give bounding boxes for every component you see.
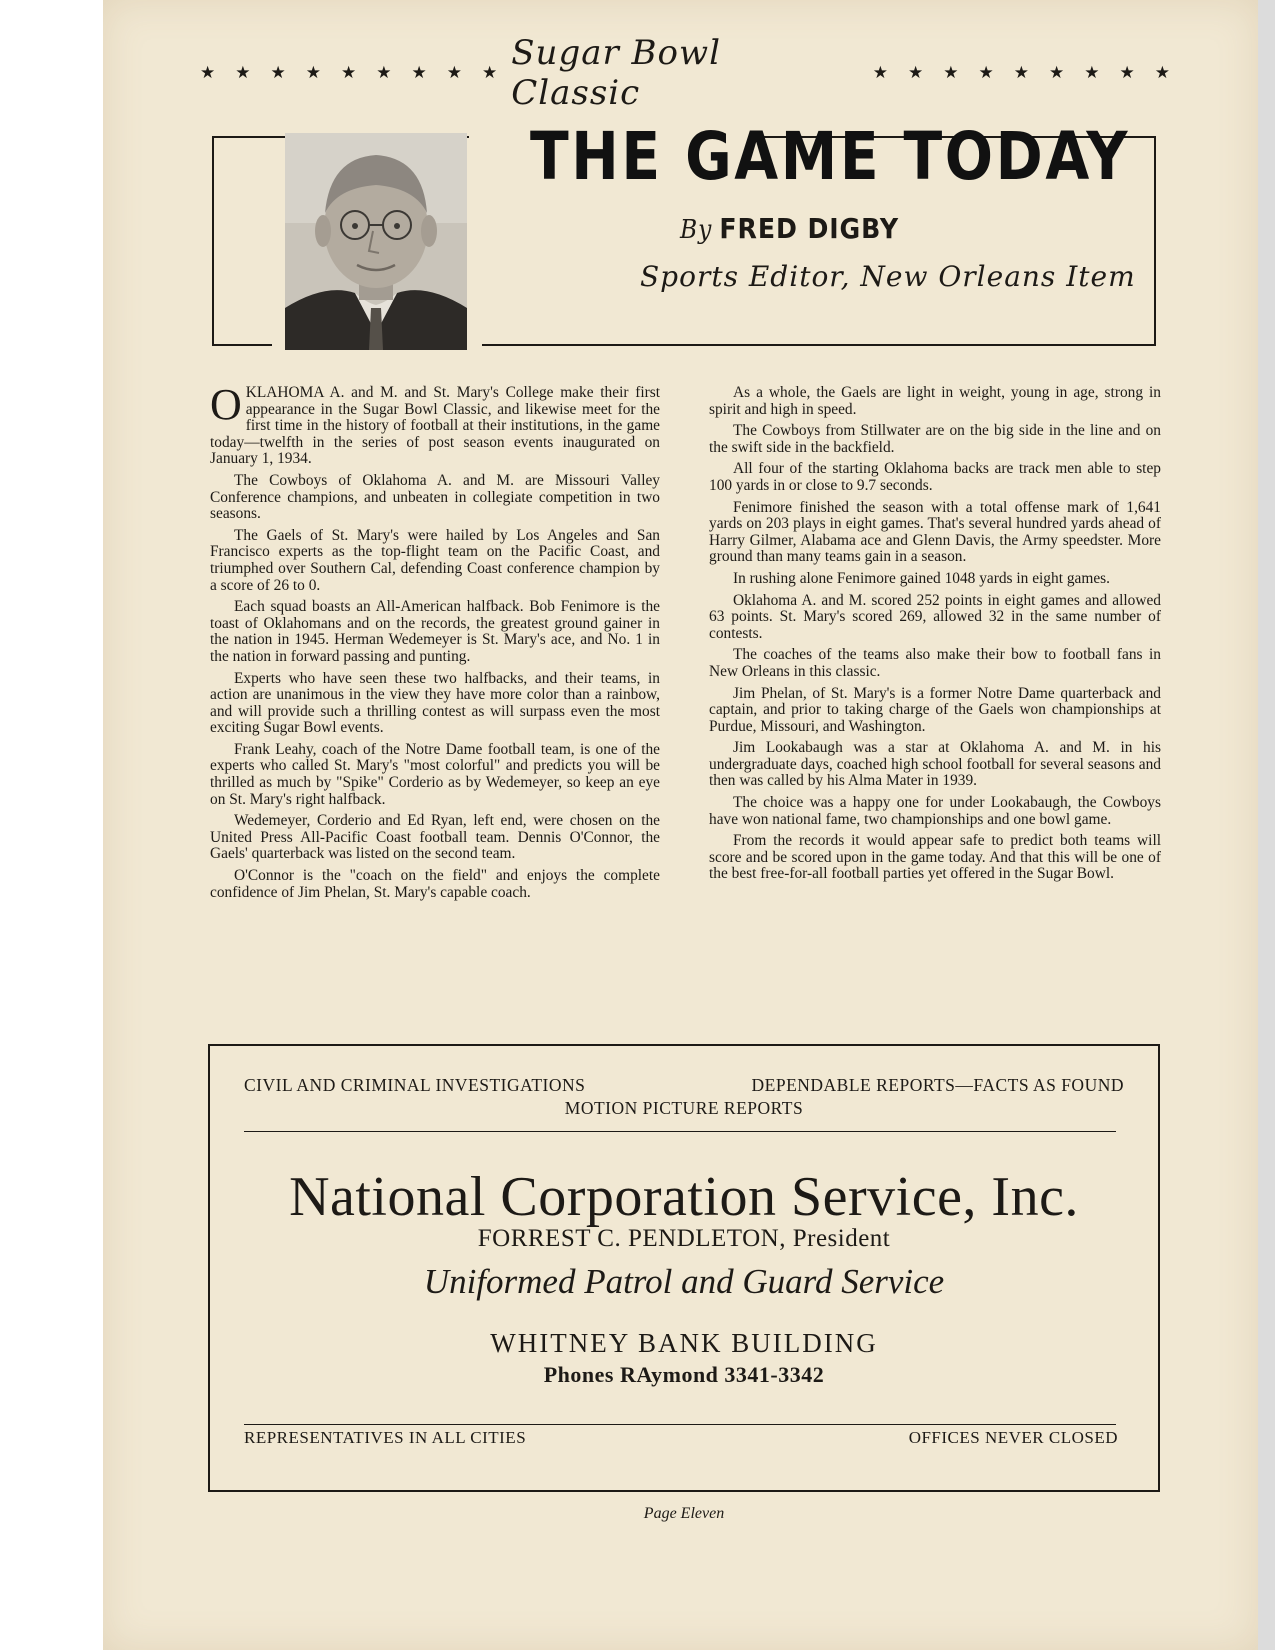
article-paragraph: In rushing alone Fenimore gained 1048 yards in eight games. bbox=[733, 569, 1110, 587]
star-icon: ★ bbox=[1049, 63, 1065, 82]
article-paragraph: From the records it would appear safe to predict both teams will score and be scored upon in the game today. And that this will be one of the best free-for-all football parties yet offered in the Sugar Bowl. bbox=[709, 832, 1161, 883]
star-icon: ★ bbox=[482, 63, 498, 82]
star-icon: ★ bbox=[978, 63, 994, 82]
stars-left bbox=[200, 63, 497, 83]
article-paragraph: The coaches of the teams also make their bow to football fans in New Orleans in this classic. bbox=[709, 646, 1161, 680]
star-icon: ★ bbox=[943, 63, 959, 82]
article-right-column bbox=[709, 385, 1161, 888]
article-paragraph: Wedemeyer, Corderio and Ed Ryan, left end, were chosen on the United Press All-Pacific Coast football team. Dennis O'Connor, the Gaels' quarterback was listed on the second team. bbox=[210, 812, 660, 863]
star-icon: ★ bbox=[411, 63, 427, 82]
star-icon: ★ bbox=[305, 63, 321, 82]
star-icon: ★ bbox=[200, 63, 216, 82]
star-icon: ★ bbox=[1013, 63, 1029, 82]
article-paragraph: Oklahoma A. and M. scored 252 points in eight games and allowed 63 points. St. Mary's scored 269, allowed 32 in the same number of contests. bbox=[709, 591, 1161, 642]
star-icon: ★ bbox=[872, 63, 888, 82]
article-paragraph: O'Connor is the "coach on the field" and enjoys the complete confidence of Jim Phelan, St. Mary's capable coach. bbox=[210, 867, 660, 901]
star-icon: ★ bbox=[270, 63, 286, 82]
article-paragraph: Frank Leahy, coach of the Notre Dame football team, is one of the experts who called St. Mary's "most colorful" and predicts you will be thrilled as much by "Spike" Corderio as by Wedemeyer, so keep an eye on St. Mary's right halfback. bbox=[210, 740, 660, 808]
ad-service: Uniformed Patrol and Guard Service bbox=[423, 1262, 945, 1301]
article-paragraph: The Gaels of St. Mary's were hailed by Los Angeles and San Francisco experts as the top-flight team on the Pacific Coast, and triumphed over Southern Cal, defending Coast conference champion by a score of 26 to 0. bbox=[210, 526, 660, 594]
byline-by: By bbox=[680, 215, 713, 245]
article-paragraph: Jim Phelan, of St. Mary's is a former Notre Dame quarterback and captain, and prior to taking charge of the Gaels won championships at Purdue, Missouri, and Washington. bbox=[709, 684, 1161, 735]
stars-right bbox=[873, 63, 1170, 83]
ad-company-name: National Corporation Service, Inc. bbox=[289, 1166, 1079, 1228]
author-portrait-image bbox=[285, 133, 467, 350]
paragraph-text: KLAHOMA A. and M. and St. Mary's College make their first appearance in the Sugar Bowl Classic, and likewise meet for the first time in the history of football at their institutions, in the game today—twelfth in the series of post season events inaugurated on January 1, 1934. bbox=[210, 384, 660, 468]
article-paragraph: All four of the starting Oklahoma backs are track men able to step 100 yards in or close to 9.7 seconds. bbox=[709, 460, 1161, 494]
star-icon: ★ bbox=[1154, 63, 1170, 82]
article-paragraph bbox=[210, 380, 660, 468]
ad-president: FORREST C. PENDLETON, President bbox=[477, 1225, 891, 1252]
article-paragraph: The choice was a happy one for under Lookabaugh, the Cowboys have won national fame, two championships and one bowl game. bbox=[709, 794, 1161, 828]
ad-top-left: CIVIL AND CRIMINAL INVESTIGATIONS bbox=[244, 1075, 586, 1095]
star-icon: ★ bbox=[1119, 63, 1135, 82]
article-paragraph: The Cowboys from Stillwater are on the big side in the line and on the swift side in the backfield. bbox=[709, 422, 1161, 456]
ad-top-right: DEPENDABLE REPORTS—FACTS AS FOUND bbox=[751, 1075, 1124, 1095]
ad-building: WHITNEY BANK BUILDING bbox=[490, 1328, 878, 1358]
page-edge bbox=[1258, 0, 1275, 1650]
star-icon: ★ bbox=[235, 63, 251, 82]
banner bbox=[200, 33, 1170, 113]
headline: THE GAME TODAY bbox=[530, 118, 1131, 195]
author-title: Sports Editor, New Orleans Item bbox=[640, 260, 1136, 293]
byline bbox=[680, 212, 899, 245]
star-icon: ★ bbox=[1084, 63, 1100, 82]
drop-cap: O bbox=[210, 380, 242, 429]
page-number: Page Eleven bbox=[643, 1505, 725, 1522]
ad-bottom-right: OFFICES NEVER CLOSED bbox=[908, 1428, 1118, 1447]
author-portrait bbox=[285, 133, 467, 350]
article-paragraph: The Cowboys of Oklahoma A. and M. are Missouri Valley Conference champions, and unbeaten in collegiate competition in two seasons. bbox=[210, 471, 660, 523]
article-left-column bbox=[210, 380, 660, 906]
star-icon: ★ bbox=[376, 63, 392, 82]
article-paragraph: Experts who have seen these two halfbacks, and their teams, in action are unanimous in the view they have more color than a rainbow, and will provide such a thrilling contest as will surpass even the most exciting Sugar Bowl events. bbox=[210, 669, 660, 737]
banner-title: Sugar Bowl Classic bbox=[511, 33, 721, 113]
star-icon: ★ bbox=[446, 63, 462, 82]
ad-bottom-left: REPRESENTATIVES IN ALL CITIES bbox=[244, 1428, 527, 1447]
article-paragraph: Fenimore finished the season with a total offense mark of 1,641 yards on 203 plays in eight games. That's several hundred yards ahead of Harry Gilmer, Alabama ace and Glenn Davis, the Army speedster. More ground than many teams gain in a season. bbox=[709, 498, 1161, 566]
ad-top-center: MOTION PICTURE REPORTS bbox=[564, 1098, 804, 1118]
article-paragraph: Jim Lookabaugh was a star at Oklahoma A. and M. in his undergraduate days, coached high school football for several seasons and then was called by his Alma Mater in 1939. bbox=[709, 739, 1161, 790]
author-name: FRED DIGBY bbox=[719, 212, 900, 245]
article-paragraph: As a whole, the Gaels are light in weight, young in age, strong in spirit and high in speed. bbox=[709, 384, 1161, 418]
ad-divider-top bbox=[244, 1131, 1116, 1132]
ad-top-text bbox=[244, 1075, 1124, 1119]
ad-bottom-text bbox=[244, 1428, 1118, 1448]
ad-phones: Phones RAymond 3341-3342 bbox=[543, 1362, 825, 1387]
article-paragraph: Each squad boasts an All-American halfback. Bob Fenimore is the toast of Oklahomans and on the records, the greatest ground gainer in the nation in 1945. Herman Wedemeyer is St. Mary's ace, and No. 1 in the nation in forward passing and punting. bbox=[210, 598, 660, 665]
ad-divider-bottom bbox=[244, 1424, 1116, 1425]
star-icon: ★ bbox=[341, 63, 357, 82]
star-icon: ★ bbox=[908, 63, 924, 82]
